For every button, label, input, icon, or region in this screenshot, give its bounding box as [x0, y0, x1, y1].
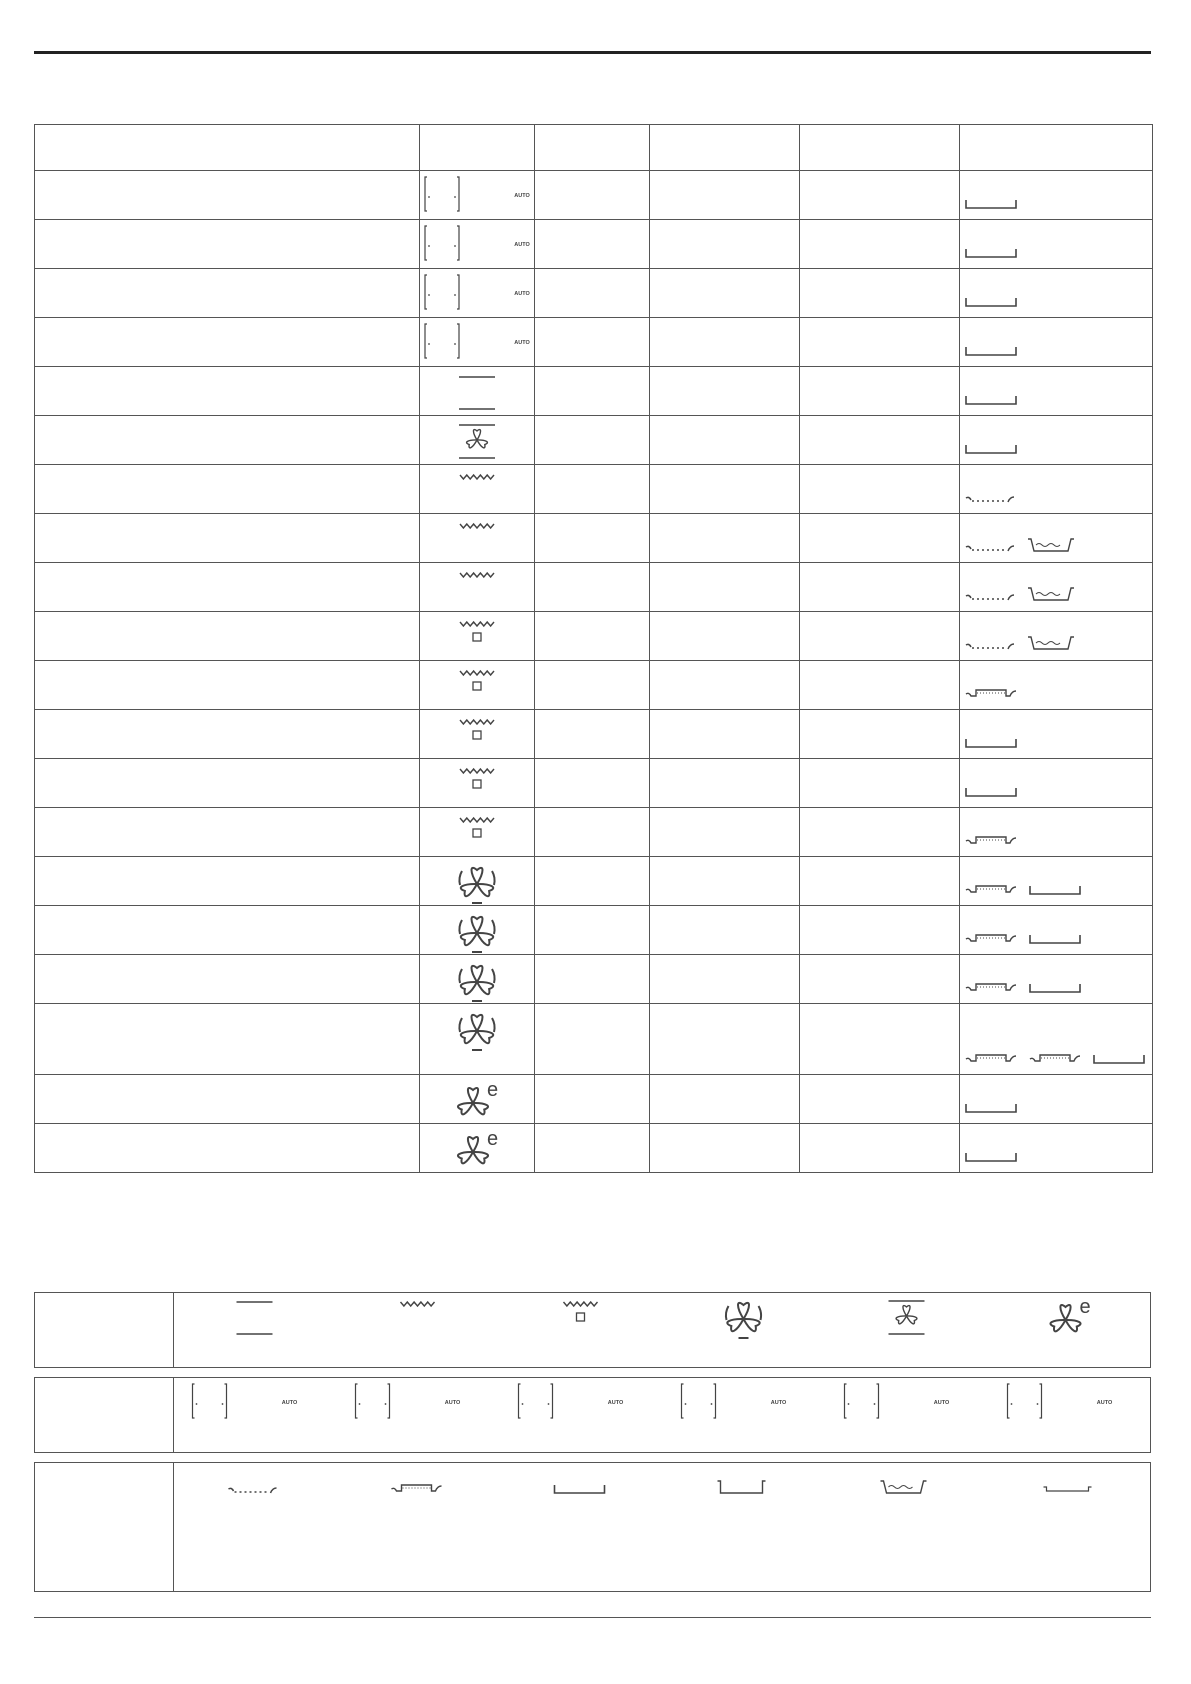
accessories-icons — [960, 661, 1153, 710]
table-row — [35, 1075, 1153, 1124]
empty-cell — [800, 661, 960, 710]
table-row — [35, 465, 1153, 514]
empty-cell — [650, 661, 800, 710]
table-row — [35, 318, 1153, 367]
table-row — [35, 1004, 1153, 1075]
empty-cell — [650, 367, 800, 416]
grill-rack-icon — [336, 1463, 499, 1593]
accessories-icons — [960, 416, 1153, 465]
accessories-icons — [960, 1004, 1153, 1075]
accessory-cell — [960, 759, 1153, 808]
function-cell — [420, 367, 535, 416]
empty-cell — [800, 955, 960, 1004]
empty-cell — [650, 465, 800, 514]
function-cell — [420, 318, 535, 367]
grill-icon — [420, 465, 535, 514]
pan-icon — [966, 1104, 1016, 1112]
empty-cell — [800, 1124, 960, 1173]
table-row — [35, 1124, 1153, 1173]
pan-icon — [1030, 984, 1080, 992]
table-row — [35, 367, 1153, 416]
accessory-cell — [960, 955, 1153, 1004]
empty-cell — [800, 710, 960, 759]
accessory-cell — [960, 1075, 1153, 1124]
empty-cell — [650, 269, 800, 318]
empty-cell — [800, 759, 960, 808]
hot-air-icon — [420, 906, 535, 955]
pan-icon — [1030, 886, 1080, 894]
svg-text:AUTO: AUTO — [514, 242, 530, 248]
empty-cell — [650, 710, 800, 759]
empty-cell — [800, 1004, 960, 1075]
empty-cell — [800, 563, 960, 612]
grill-small-icon — [420, 808, 535, 857]
table-row — [35, 416, 1153, 465]
accessory-cell — [960, 367, 1153, 416]
drip-tray-icon — [1028, 637, 1074, 649]
accessories-icons — [960, 220, 1153, 269]
accessory-cell — [960, 1124, 1153, 1173]
accessories-icons — [960, 1075, 1153, 1124]
bottom-heat-fan-icon — [420, 416, 535, 465]
eco-fan-icon — [420, 1124, 535, 1173]
empty-cell — [650, 318, 800, 367]
header-cell — [800, 125, 960, 171]
timer-auto-icon — [420, 318, 535, 367]
grill-small-icon — [420, 759, 535, 808]
table-row — [35, 759, 1153, 808]
wire-rack-icon — [966, 595, 1014, 600]
svg-text:AUTO: AUTO — [607, 1400, 624, 1406]
table-row — [35, 220, 1153, 269]
drip-tray-icon — [825, 1463, 988, 1593]
empty-cell — [535, 318, 650, 367]
empty-cell — [800, 416, 960, 465]
table-row — [35, 171, 1153, 220]
empty-cell — [650, 416, 800, 465]
table-header-row — [35, 125, 1153, 171]
table-row — [35, 955, 1153, 1004]
accessory-cell — [960, 857, 1153, 906]
accessories-icons — [960, 906, 1153, 955]
timer-auto-icon — [662, 1378, 825, 1454]
empty-cell — [535, 465, 650, 514]
row-label — [35, 171, 420, 220]
bottom-heat-fan-icon — [825, 1293, 988, 1369]
wire-rack-icon — [173, 1463, 336, 1593]
empty-cell — [650, 1075, 800, 1124]
accessories-icons — [960, 857, 1153, 906]
accessories-icons — [960, 563, 1153, 612]
empty-cell — [535, 514, 650, 563]
accessory-cell — [960, 318, 1153, 367]
function-cell — [420, 1124, 535, 1173]
accessories-icons — [960, 612, 1153, 661]
svg-text:AUTO: AUTO — [444, 1400, 461, 1406]
function-cell — [420, 612, 535, 661]
function-cell — [420, 269, 535, 318]
grill-small-icon — [420, 710, 535, 759]
accessories-icons — [960, 1124, 1153, 1173]
empty-cell — [800, 269, 960, 318]
empty-cell — [650, 1124, 800, 1173]
grill-rack-icon — [966, 837, 1016, 843]
legend-timers — [34, 1377, 1151, 1453]
accessories-icons — [960, 955, 1153, 1004]
empty-cell — [650, 612, 800, 661]
grill-icon — [420, 563, 535, 612]
svg-text:e: e — [487, 1128, 499, 1150]
legend-accessories — [34, 1462, 1151, 1592]
timer-auto-icon — [988, 1378, 1151, 1454]
hot-air-icon — [420, 857, 535, 906]
grill-small-icon — [420, 661, 535, 710]
empty-cell — [650, 563, 800, 612]
row-label — [35, 563, 420, 612]
empty-cell — [800, 1075, 960, 1124]
svg-text:AUTO: AUTO — [514, 193, 530, 199]
empty-cell — [535, 1124, 650, 1173]
table-row — [35, 661, 1153, 710]
top-bottom-heat-icon — [420, 367, 535, 416]
legend-functions — [34, 1292, 1151, 1368]
accessory-cell — [960, 220, 1153, 269]
accessories-icons — [960, 171, 1153, 220]
top-rule — [34, 51, 1151, 54]
empty-cell — [535, 808, 650, 857]
accessories-icons — [960, 710, 1153, 759]
row-label — [35, 906, 420, 955]
svg-text:AUTO: AUTO — [1096, 1400, 1113, 1406]
accessory-cell — [960, 465, 1153, 514]
top-bottom-heat-icon — [173, 1293, 336, 1369]
accessories-icons — [960, 514, 1153, 563]
row-label — [35, 759, 420, 808]
accessory-cell — [960, 269, 1153, 318]
row-label — [35, 465, 420, 514]
empty-cell — [535, 1075, 650, 1124]
function-cell — [420, 759, 535, 808]
empty-cell — [535, 171, 650, 220]
accessory-cell — [960, 1004, 1153, 1075]
grill-small-icon — [420, 612, 535, 661]
pan-icon — [966, 739, 1016, 747]
function-cell — [420, 857, 535, 906]
function-cell — [420, 808, 535, 857]
row-label — [35, 612, 420, 661]
timer-auto-icon — [173, 1378, 336, 1454]
empty-cell — [535, 955, 650, 1004]
accessory-cell — [960, 808, 1153, 857]
function-cell — [420, 416, 535, 465]
function-cell — [420, 710, 535, 759]
accessories-icons — [960, 318, 1153, 367]
row-label — [35, 955, 420, 1004]
empty-cell — [800, 514, 960, 563]
grill-icon — [336, 1293, 499, 1369]
legend-timers-label — [35, 1378, 174, 1452]
pan-icon — [1030, 935, 1080, 943]
eco-fan-icon — [988, 1293, 1151, 1369]
row-label — [35, 1124, 420, 1173]
empty-cell — [535, 1004, 650, 1075]
accessory-cell — [960, 171, 1153, 220]
timer-auto-icon — [420, 269, 535, 318]
empty-cell — [800, 220, 960, 269]
header-cell — [650, 125, 800, 171]
function-cell — [420, 1075, 535, 1124]
empty-cell — [800, 171, 960, 220]
empty-cell — [535, 857, 650, 906]
grill-rack-icon — [966, 984, 1016, 990]
empty-cell — [535, 759, 650, 808]
empty-cell — [800, 906, 960, 955]
row-label — [35, 416, 420, 465]
empty-cell — [535, 563, 650, 612]
empty-cell — [800, 857, 960, 906]
empty-cell — [650, 906, 800, 955]
function-cell — [420, 220, 535, 269]
empty-cell — [535, 220, 650, 269]
pan-icon — [966, 1153, 1016, 1161]
empty-cell — [535, 416, 650, 465]
svg-text:e: e — [487, 1079, 499, 1101]
empty-cell — [650, 514, 800, 563]
grill-rack-icon — [966, 935, 1016, 941]
flat-tray-icon — [988, 1463, 1151, 1593]
empty-cell — [650, 857, 800, 906]
hot-air-icon — [662, 1293, 825, 1369]
header-cell — [960, 125, 1153, 171]
row-label — [35, 269, 420, 318]
header-cell — [35, 125, 420, 171]
table-row — [35, 612, 1153, 661]
accessory-cell — [960, 661, 1153, 710]
timer-auto-icon — [499, 1378, 662, 1454]
timer-auto-icon — [420, 220, 535, 269]
empty-cell — [650, 171, 800, 220]
empty-cell — [650, 220, 800, 269]
row-label — [35, 514, 420, 563]
accessories-icons — [960, 367, 1153, 416]
accessories-icons — [960, 808, 1153, 857]
accessory-cell — [960, 612, 1153, 661]
function-cell — [420, 1004, 535, 1075]
empty-cell — [650, 808, 800, 857]
grill-rack-icon — [966, 1055, 1016, 1061]
wire-rack-icon — [966, 644, 1014, 649]
function-cell — [420, 906, 535, 955]
drip-tray-icon — [1028, 539, 1074, 551]
pan-icon — [966, 200, 1016, 208]
function-cell — [420, 171, 535, 220]
wire-rack-icon — [966, 497, 1014, 502]
empty-cell — [650, 1004, 800, 1075]
svg-text:AUTO: AUTO — [514, 340, 530, 346]
timer-auto-icon — [420, 171, 535, 220]
pan-icon — [1094, 1055, 1144, 1063]
empty-cell — [535, 906, 650, 955]
header-cell — [420, 125, 535, 171]
pan-icon — [966, 396, 1016, 404]
row-label — [35, 1075, 420, 1124]
grill-rack-icon — [966, 690, 1016, 696]
function-cell — [420, 465, 535, 514]
pan-icon — [966, 298, 1016, 306]
eco-fan-icon — [420, 1075, 535, 1124]
pan-icon — [499, 1463, 662, 1593]
accessories-icons — [960, 465, 1153, 514]
grill-icon — [420, 514, 535, 563]
table-row — [35, 808, 1153, 857]
row-label — [35, 808, 420, 857]
svg-text:AUTO: AUTO — [770, 1400, 787, 1406]
header-cell — [535, 125, 650, 171]
svg-text:AUTO: AUTO — [514, 291, 530, 297]
svg-text:e: e — [1079, 1296, 1091, 1318]
row-label — [35, 367, 420, 416]
timer-auto-icon — [825, 1378, 988, 1454]
grill-rack-icon — [966, 886, 1016, 892]
accessory-cell — [960, 906, 1153, 955]
pan-icon — [966, 445, 1016, 453]
accessory-cell — [960, 563, 1153, 612]
hot-air-icon — [420, 955, 535, 1004]
pan-icon — [966, 347, 1016, 355]
empty-cell — [535, 661, 650, 710]
row-label — [35, 710, 420, 759]
row-label — [35, 661, 420, 710]
empty-cell — [800, 465, 960, 514]
table-row — [35, 563, 1153, 612]
function-cell — [420, 661, 535, 710]
empty-cell — [650, 759, 800, 808]
bottom-rule — [34, 1617, 1151, 1618]
wire-rack-icon — [966, 546, 1014, 551]
baking-tray-icon — [662, 1463, 825, 1593]
table-row — [35, 269, 1153, 318]
row-label — [35, 220, 420, 269]
cooking-table — [34, 124, 1153, 1173]
table-row — [35, 514, 1153, 563]
row-label — [35, 1004, 420, 1075]
function-cell — [420, 955, 535, 1004]
drip-tray-icon — [1028, 588, 1074, 600]
legend-functions-label — [35, 1293, 174, 1367]
empty-cell — [535, 710, 650, 759]
empty-cell — [535, 367, 650, 416]
empty-cell — [800, 808, 960, 857]
pan-icon — [966, 249, 1016, 257]
table-row — [35, 710, 1153, 759]
row-label — [35, 857, 420, 906]
empty-cell — [800, 318, 960, 367]
accessory-cell — [960, 416, 1153, 465]
accessory-cell — [960, 514, 1153, 563]
legend-accessories-label — [35, 1463, 174, 1591]
grill-rack-icon — [1030, 1055, 1080, 1061]
accessory-cell — [960, 710, 1153, 759]
row-label — [35, 318, 420, 367]
empty-cell — [535, 269, 650, 318]
accessories-icons — [960, 269, 1153, 318]
function-cell — [420, 514, 535, 563]
svg-text:AUTO: AUTO — [281, 1400, 298, 1406]
empty-cell — [535, 612, 650, 661]
grill-small-icon — [499, 1293, 662, 1369]
timer-auto-icon — [336, 1378, 499, 1454]
function-cell — [420, 563, 535, 612]
svg-text:AUTO: AUTO — [933, 1400, 950, 1406]
table-row — [35, 906, 1153, 955]
empty-cell — [800, 367, 960, 416]
hot-air-icon — [420, 1004, 535, 1075]
empty-cell — [800, 612, 960, 661]
accessories-icons — [960, 759, 1153, 808]
pan-icon — [966, 788, 1016, 796]
empty-cell — [650, 955, 800, 1004]
table-row — [35, 857, 1153, 906]
